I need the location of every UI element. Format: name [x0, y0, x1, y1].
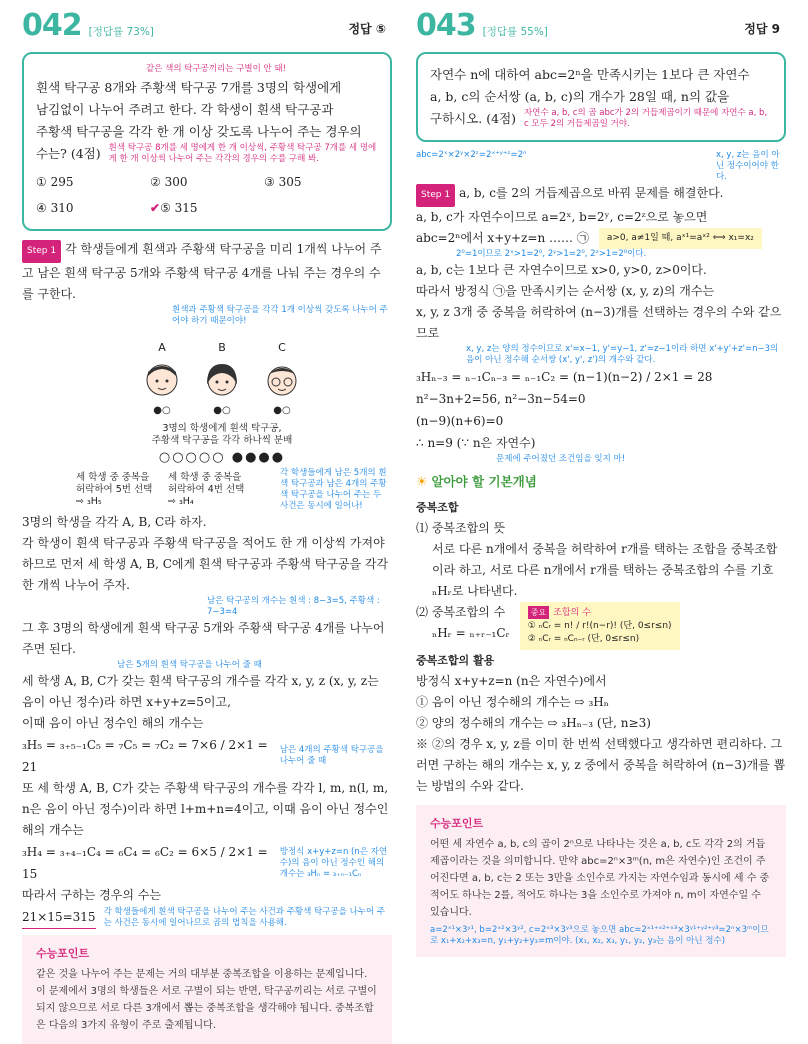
note-greater: 2⁰=1이므로 2ˣ>1=2⁰, 2ʸ>1=2⁰, 2ᶻ>1=2⁰이다.: [456, 249, 647, 259]
problem-043-column: [416, 0, 786, 957]
answer-label: 정답 9: [744, 22, 780, 36]
ball-pair: ●○: [153, 405, 171, 416]
equation: n²−3n+2=56, n²−3n−54=0: [416, 392, 586, 406]
tip-text: 어떤 세 자연수 a, b, c의 곱이 2ⁿ으로 나타나는 것은 a, b, c도 각각 2의 거듭제곱이라는 것을 의미합니다. 만약 abc=2ⁿ×3ᵐ(n, m은 자연수)인 조건이 주어진다면 a, b, c는 2 또는 3만을 소인수로 가지는 자연수임과 동시에 세 수 중 적어도 하나는 2를, 적어도 하나는 3을 소인수로 가져야 n, m이 자연수일 수 있습니다.: [430, 839, 770, 918]
question-line: 자연수 n에 대하여 abc=2ⁿ을 만족시키는 1보다 큰 자연수: [430, 67, 750, 82]
box-title: 조합의 수: [553, 608, 591, 618]
caption-line: 3명의 학생에게 흰색 탁구공,: [162, 423, 282, 434]
student-a: [143, 337, 181, 421]
tip-note: a=2ˣ¹×3ʸ¹, b=2ˣ²×3ʸ², c=2ˣ³×3ʸ³으로 놓으면 abc=2ˣ¹⁺ˣ²⁺ˣ³×3ʸ¹⁺ʸ²⁺ʸ³=2ⁿ×3ᵐ이므로 x₁+x₂+x₃=n, y₁+y₂+y₃=m이야. (x₁, x₂, x₃, y₁, y₂, y₃는 음이 아닌 정수): [430, 925, 769, 946]
box-line: ② ₙCᵣ = ₙCₙ₋ᵣ (단, 0≤r≤n): [527, 634, 640, 644]
concept-heading: 중복조합: [416, 501, 459, 514]
problem-number: 043: [416, 8, 476, 43]
note-xyz: x, y, z는 음이 아닌 정수이어야 한다.: [716, 150, 780, 182]
body-line: abc=2ⁿ에서 x+y+z=n …… ㉠: [416, 231, 589, 245]
question-line: 주황색 탁구공을 각각 한 개 이상 갖도록 나누어 주는 경우의: [36, 124, 362, 139]
students-illustration: [52, 337, 392, 421]
body-line: 그 후 3명의 학생에게 흰색 탁구공 5개와 주황색 탁구공 4개를 나누어 주면 된다.: [22, 621, 385, 656]
question-line: 구하시오. (4점): [430, 111, 517, 126]
choice-1[interactable]: ① 295: [36, 175, 74, 189]
note-positive: x, y, z는 양의 정수이므로 x'=x−1, y'=y−1, z'=z−1이라 하면 x'+y'+z'=n−3의 음이 아닌 정수해 순서쌍 (x', y', z')의 개수와 같다.: [466, 344, 779, 365]
problem-number: 042: [22, 8, 82, 43]
caption-line: 주황색 탁구공을 각각 하나씩 분배: [151, 435, 293, 446]
choice-4[interactable]: ④ 310: [36, 201, 74, 215]
note-remain: 남은 탁구공의 개수는 흰색 : 8−3=5, 주황색 : 7−3=4: [207, 596, 380, 617]
important-tag: 중요: [528, 606, 549, 619]
step-badge: Step 1: [22, 240, 61, 263]
problem-042-header: [22, 0, 392, 52]
lightbulb-icon: ☀: [416, 475, 428, 490]
body-line: a, b, c가 자연수이므로 a=2ˣ, b=2ʸ, c=2ᶻ으로 놓으면: [416, 210, 708, 224]
correct-rate: [정답률 73%]: [88, 26, 154, 38]
note-abc: abc=2ˣ×2ʸ×2ᶻ=2ˣ⁺ʸ⁺ᶻ=2ⁿ: [416, 150, 527, 160]
note-orange: 남은 4개의 주황색 탁구공을 나누어 줄 때: [279, 745, 384, 766]
body-line: 따라서 방정식 ㉠을 만족시키는 순서쌍 (x, y, z)의 개수는: [416, 284, 715, 298]
note-condition: 문제에 주어졌던 조건임을 잊지 마!: [496, 454, 626, 464]
note-question: 자연수 a, b, c의 곱 abc가 2의 거듭제곱이기 때문에 자연수 a, b, c 모두 2의 거듭제곱일 거야.: [524, 108, 768, 129]
problem-043-header: [416, 0, 786, 52]
check-mark-icon: ✔: [150, 201, 161, 215]
concept-line: ⑵ 중복조합의 수: [416, 605, 506, 619]
question-line: 흰색 탁구공 8개와 주황색 탁구공 7개를 3명의 학생에게: [36, 80, 342, 95]
step-badge: Step 1: [416, 184, 455, 207]
body-line: 따라서 구하는 경우의 수는: [22, 888, 161, 902]
concept-formula: ₙHᵣ = ₙ₊ᵣ₋₁Cᵣ: [432, 626, 510, 640]
question-line: a, b, c의 순서쌍 (a, b, c)의 개수가 28일 때, n의 값을: [430, 89, 730, 104]
choice-3[interactable]: ③ 305: [264, 175, 302, 189]
note-final: 각 학생들에게 흰색 탁구공을 나누어 주는 사건과 주황색 탁구공을 나누어 주는 사건은 동시에 일어나므로 곱의 법칙을 사용해.: [103, 906, 386, 928]
body-line: 또 세 학생 A, B, C가 갖는 주황색 탁구공의 개수를 각각 l, m, n(l, m, n은 음이 아닌 정수)이라 하면 l+m+n=4이고, 이때 음이 아닌 정수인 해의 개수는: [22, 781, 389, 837]
box-line: ① ₙCᵣ = n! / r!(n−r)! (단, 0≤r≤n): [527, 621, 672, 631]
student-label: B: [218, 341, 226, 354]
student-face-icon: [263, 360, 301, 400]
ball-pair: ●○: [273, 405, 291, 416]
choice-5[interactable]: ✔⑤ 315: [150, 201, 198, 215]
question-line: 수는? (4점): [36, 146, 101, 161]
student-face-icon: [143, 360, 181, 400]
exponent-note: a>0, a≠1일 때, aˣ¹=aˣ² ⟺ x₁=x₂: [599, 228, 762, 249]
student-c: [263, 337, 301, 421]
final-equation: 21×15=315: [22, 906, 96, 929]
choice-2[interactable]: ② 300: [150, 175, 188, 189]
equation: ∴ n=9 (∵ n은 자연수): [416, 436, 536, 450]
tip-title: 수능포인트: [430, 817, 484, 830]
note-same-color: 같은 색의 탁구공끼리는 구별이 안 돼!: [146, 64, 287, 74]
correct-rate: [정답률 55%]: [482, 26, 548, 38]
step1-text: 각 학생들에게 흰색과 주황색 탁구공을 미리 1개씩 나누어 주고 남은 흰색 탁구공 5개와 주황색 탁구공 4개를 나눠 주는 경우의 수를 구한다.: [22, 242, 382, 301]
tip-title: 수능포인트: [36, 947, 90, 960]
question-line: 남김없이 나누어 주려고 한다. 각 학생이 흰색 탁구공과: [36, 102, 334, 117]
note-equation: 방정식 x+y+z=n (n은 자연수)의 음이 아닌 정수인 해의 개수는 ₃Hₙ = ₃₊ₙ₋₁Cₙ: [279, 846, 388, 879]
concept-heading: 중복조합의 활용: [416, 654, 495, 667]
equation: ₃Hₙ₋₃ = ₙ₋₁Cₙ₋₃ = ₙ₋₁C₂ = (n−1)(n−2) / 2×1 = 28: [416, 370, 713, 384]
ball-pair: ●○: [213, 405, 231, 416]
answer-label: 정답 ⑤: [348, 22, 386, 36]
concept-line: ① 음이 아닌 정수해의 개수는 ⇨ ₃Hₙ: [416, 695, 609, 709]
balls-row: ○○○○○ ●●●●: [158, 450, 286, 465]
tip-box: [22, 935, 392, 1044]
note-white: 남은 5개의 흰색 탁구공을 나누어 줄 때: [117, 660, 262, 670]
concept-title: 알아야 할 기본개념: [431, 474, 537, 489]
body-line: 이때 음이 아닌 정수인 해의 개수는: [22, 716, 204, 730]
tip-box: [416, 805, 786, 957]
combination-box: [520, 602, 680, 650]
body-line: a, b, c는 1보다 큰 자연수이므로 x>0, y>0, z>0이다.: [416, 263, 707, 277]
concept-line: ⑴ 중복조합의 뜻: [416, 521, 506, 535]
concept-text: 서로 다른 n개에서 중복을 허락하여 r개를 택하는 조합을 중복조합이라 하고, 서로 다른 n개에서 r개를 택하는 중복조합의 수를 기호 ₙHᵣ로 나타낸다.: [432, 542, 778, 598]
branch-orange: 세 학생 중 중복을 허락하여 4번 선택 ⇨ ₃H₄: [168, 472, 245, 507]
solution: [416, 150, 786, 797]
concept-line: 방정식 x+y+z=n (n은 자연수)에서: [416, 674, 607, 688]
question-box: [416, 52, 786, 142]
body-line: 3명의 학생을 각각 A, B, C라 하자.: [22, 515, 207, 529]
problem-042-column: [22, 0, 392, 1044]
equation-white: ₃H₅ = ₃₊₅₋₁C₅ = ₇C₅ = ₇C₂ = 7×6 / 2×1 = 21: [22, 738, 268, 774]
branch-white: 세 학생 중 중복을 허락하여 5번 선택 ⇨ ₃H₅: [76, 472, 153, 507]
step1-text: a, b, c를 2의 거듭제곱으로 바꿔 문제를 해결한다.: [459, 186, 724, 200]
equation-orange: ₃H₄ = ₃₊₄₋₁C₄ = ₆C₄ = ₆C₂ = 6×5 / 2×1 = 15: [22, 845, 268, 881]
body-line: 세 학생 A, B, C가 갖는 흰색 탁구공의 개수를 각각 x, y, z (x, y, z는 음이 아닌 정수)라 하면 x+y+z=5이고,: [22, 674, 379, 709]
note-question: 흰색 탁구공 8개를 세 명에게 한 개 이상씩, 주황색 탁구공 7개를 세 명에게 한 개 이상씩 나누어 주는 각각의 경우의 수를 구해 봐.: [108, 143, 377, 164]
question-box: [22, 52, 392, 231]
branch-diagram: [76, 472, 280, 512]
note-step: 흰색과 주황색 탁구공을 각각 1개 이상씩 갖도록 나누어 주어야 하기 때문이야!: [172, 305, 388, 326]
student-face-icon: [203, 360, 241, 400]
note-branch: 각 학생들에게 남은 5개의 흰색 탁구공과 남은 4개의 주황색 탁구공을 나누어 주는 두 사건은 동시에 일어나!: [280, 468, 387, 511]
concept-line: ※ ②의 경우 x, y, z를 이미 한 번씩 선택했다고 생각하면 편리하다. 그러면 구하는 해의 개수는 x, y, z 중에서 중복을 허락하여 (n−3)개를 뽑는 방법의 수와 같다.: [416, 737, 786, 793]
body-line: 각 학생이 흰색 탁구공과 주황색 탁구공을 적어도 한 개 이상씩 가져야 하므로 먼저 세 학생 A, B, C에게 흰색 탁구공과 주황색 탁구공을 각각 한 개씩 나누어 주자.: [22, 536, 389, 592]
equation: (n−9)(n+6)=0: [416, 414, 504, 428]
student-label: A: [158, 341, 166, 354]
solution: [22, 239, 392, 929]
concept-line: ② 양의 정수해의 개수는 ⇨ ₃Hₙ₋₃ (단, n≥3): [416, 716, 651, 730]
student-b: [203, 337, 241, 421]
student-label: C: [278, 341, 286, 354]
choices: [36, 171, 378, 219]
body-line: x, y, z 3개 중 중복을 허락하여 (n−3)개를 선택하는 경우의 수와 같으므로: [416, 305, 782, 340]
tip-text: 같은 것을 나누어 주는 문제는 거의 대부분 중복조합을 이용하는 문제입니다. 이 문제에서 3명의 학생들은 서로 구별이 되는 반면, 탁구공끼리는 서로 구별이 되지 않으므로 서로 다른 3개에서 뽑는 중복조합을 생각해야 됩니다. 중복조합은 다음의 3가지 유형이 주로 출제됩니다.: [36, 969, 377, 1031]
